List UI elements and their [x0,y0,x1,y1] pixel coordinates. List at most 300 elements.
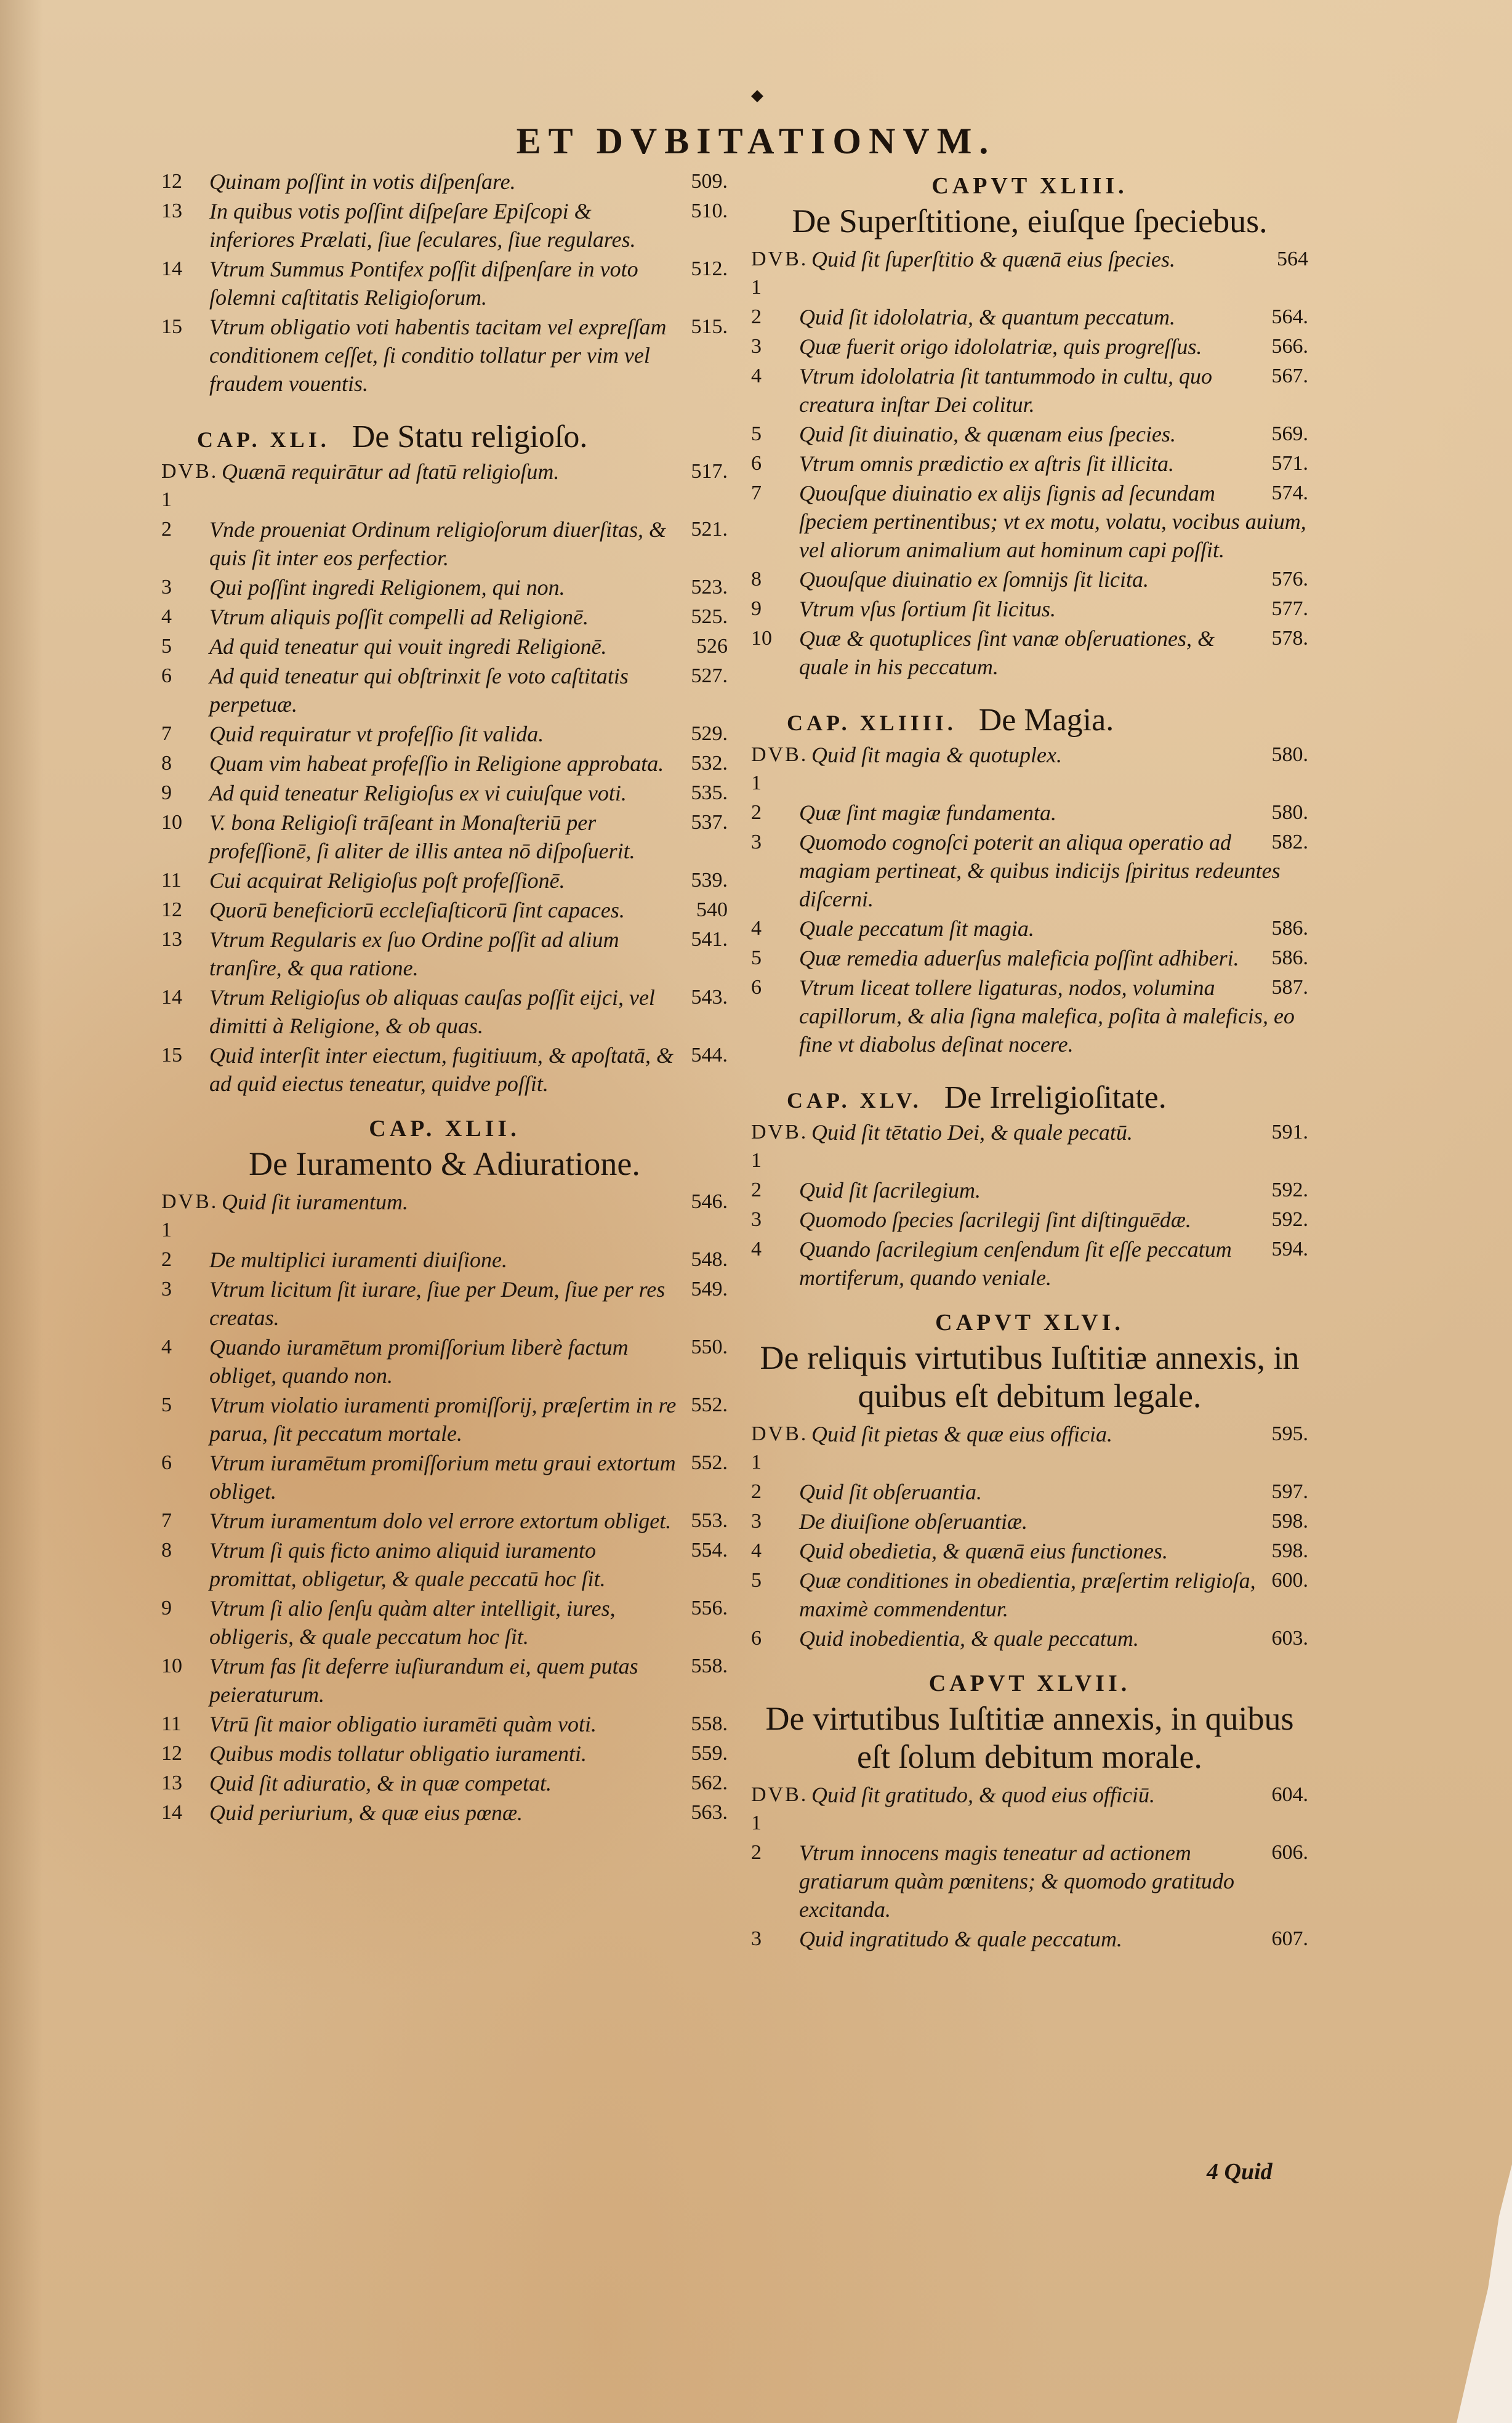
entry-body [811,1118,1308,1175]
toc-entry [161,603,728,631]
entry-number: 3 [161,576,172,599]
entry-text: Quouſque diuinatio ex ſomnijs ſit licita. [799,567,1149,592]
chapter-subject: De reliquis virtutibus Iuſtitiæ annexis, in quibus eſt debitum legale. [760,1339,1300,1414]
left-column [161,166,728,1828]
entry-body [209,1710,728,1738]
chapter-subject: De Irreligioſitate. [944,1080,1167,1115]
entry-body [209,313,728,398]
entry-text: V. bona Religioſi trāſeant in Monaſteriū per profeſſionē, ſi aliter de illis antea nō diſpoſuerit. [209,810,635,863]
entry-text: Vnde proueniat Ordinum religioſorum diuerſitas, & quis ſit inter eos perfectior. [209,517,666,570]
toc-entry [161,749,728,778]
toc-entry [751,741,1308,797]
toc-entry [751,1118,1308,1175]
entry-text: Quid obedietia, & quænā eius functiones. [799,1539,1168,1563]
entry-text: Quæ fuerit origo idololatriæ, quis progreſſus. [799,334,1202,359]
entry-number: DVB. 1 [161,460,219,511]
entry-number: 2 [751,1480,762,1503]
toc-entry [161,1449,728,1506]
entry-number: 4 [751,1539,762,1562]
page-reference: 523. [691,576,728,599]
entry-number: 6 [161,664,172,687]
toc-entry [751,1537,1308,1565]
entry-number: 5 [751,1569,762,1592]
page-reference: 571. [1271,452,1308,475]
page-reference: 546. [691,1190,728,1213]
page-reference: 580. [1271,743,1308,766]
entry-text: Quid inobedientia, & quale peccatum. [799,1626,1139,1651]
entry-body [799,1839,1308,1924]
page-reference: 598. [1271,1539,1308,1562]
entry-body [209,1536,728,1593]
entry-body [799,828,1308,913]
entry-number: 3 [751,1927,762,1950]
page-reference: 532. [691,752,728,775]
entry-text: Quid ſit tētatio Dei, & quale pecatū. [811,1120,1133,1145]
entry-number: 12 [161,170,182,193]
entry-number: 4 [751,365,762,387]
toc-entry [161,1333,728,1390]
page-reference: 569. [1271,422,1308,445]
entry-number: 2 [161,518,172,541]
running-header: ET DVBITATIONVM. [516,121,996,161]
page-reference: 606. [1271,1841,1308,1864]
entry-body [799,333,1308,361]
toc-entry [751,362,1308,419]
entry-text: Vtrū ſit maior obligatio iuramēti quàm voti. [209,1712,597,1736]
page-reference: 580. [1271,801,1308,824]
chapter-label: CAP. XLII. [369,1116,520,1142]
entry-body [799,1537,1308,1565]
chapter-heading [161,419,728,455]
entry-body [799,1624,1308,1653]
entry-text: Quæ remedia aduerſus maleficia poſſint adhiberi. [799,946,1239,970]
entry-text: Quid ſit magia & quotuplex. [811,743,1062,767]
toc-entry [161,1041,728,1098]
entry-text: Quale peccatum ſit magia. [799,916,1034,941]
entry-number: 10 [751,627,772,650]
entry-text: Ad quid teneatur qui obſtrinxit ſe voto caſtitatis perpetuæ. [209,664,629,717]
page-reference: 586. [1271,946,1308,969]
entry-body [209,255,728,312]
toc-entry [751,944,1308,972]
page-reference: 550. [691,1336,728,1358]
entry-number: 3 [751,1208,762,1231]
chapter-label: CAPVT XLIII. [931,173,1128,199]
toc-entry [161,1275,728,1332]
entry-number: 9 [751,597,762,620]
entry-body [811,741,1308,797]
page-reference: 552. [691,1451,728,1474]
entry-text: Vtrum ſi alio ſenſu quàm alter intelligit, iures, obligeris, & quale peccatum hoc ſit. [209,1596,616,1649]
entry-body [209,167,728,196]
entry-text: Vtrum liceat tollere ligaturas, nodos, volumina capillorum, & alia ſigna malefica, poſita à maleficis, eo fine vt diabolus deſinat nocere. [799,975,1295,1057]
page-reference: 559. [691,1742,728,1765]
toc-entry [751,1507,1308,1536]
entry-text: Vtrum Summus Pontifex poſſit diſpenſare in voto ſolemni caſtitatis Religioſorum. [209,257,638,310]
page-reference: 574. [1271,482,1308,504]
page-reference: 526 [696,635,728,658]
entry-number: 2 [751,801,762,824]
entry-body [799,624,1308,681]
chapter-list [161,1188,728,1827]
entry-number: 14 [161,1801,182,1824]
entry-number: DVB. 1 [751,248,808,299]
entry-text: Vtrum Religioſus ob aliquas cauſas poſſit eijci, vel dimitti à Religione, & ob quas. [209,985,655,1038]
entry-number: 8 [751,568,762,591]
toc-entry [751,595,1308,623]
entry-body [209,1449,728,1506]
entry-body [799,1507,1308,1536]
entry-number: 3 [751,831,762,853]
entry-text: Quomodo cognoſci poterit an aliqua operatio ad magiam pertineat, & quibus indicijs ſpiritus redeuntes diſcerni. [799,830,1281,911]
chapter-subject: De virtutibus Iuſtitiæ annexis, in quibus eſt ſolum debitum morale. [765,1700,1294,1775]
page-reference: 544. [691,1044,728,1066]
page-reference: 582. [1271,831,1308,853]
entry-text: Vtrum licitum ſit iurare, ſiue per Deum, ſiue per res creatas. [209,1277,666,1330]
chapter-label: CAP. XLI. [197,427,330,452]
torn-corner [1420,2164,1512,2423]
page-reference: 566. [1271,335,1308,358]
entry-number: 9 [161,1597,172,1619]
entry-number: 3 [161,1278,172,1300]
entry-number: DVB. 1 [751,1422,808,1474]
entry-body [209,1275,728,1332]
page-reference: 600. [1271,1569,1308,1592]
toc-entry [751,1925,1308,1953]
entry-number: 6 [751,976,762,999]
entry-body [799,479,1308,564]
entry-body [799,1176,1308,1204]
entry-body [209,1507,728,1535]
entry-body [799,450,1308,478]
entry-body [799,362,1308,419]
entry-body [799,1566,1308,1623]
page-reference: 607. [1271,1927,1308,1950]
entry-text: Quinam poſſint in votis diſpenſare. [209,169,516,194]
entry-body [209,515,728,572]
entry-number: 6 [751,1627,762,1650]
entry-number: 13 [161,928,182,951]
entry-text: Quid ſit idololatria, & quantum peccatum. [799,305,1175,329]
toc-entry [751,420,1308,448]
entry-number: 13 [161,1772,182,1794]
chapter-label: CAP. XLIIII. [787,711,957,735]
entry-number: 4 [751,1238,762,1260]
entry-body [209,896,728,924]
entry-body [209,779,728,807]
page-reference: 541. [691,928,728,951]
chapter-list [751,1420,1308,1653]
entry-number: 13 [161,200,182,222]
chapter-subject: De Statu religioſo. [352,419,588,454]
entry-number: 14 [161,257,182,280]
entry-number: DVB. 1 [751,743,808,794]
chapter-subject: De Iuramento & Adiuratione. [249,1145,640,1182]
toc-entry [161,866,728,895]
toc-entry [161,197,728,254]
entry-body [799,565,1308,594]
entry-text: Vtrum obligatio voti habentis tacitam vel expreſſam conditionem ceſſet, ſi conditio tollatur per vim vel fraudem vouentis. [209,315,667,396]
entry-text: Quæ conditiones in obedientia, præſertim religioſa, maximè commendentur. [799,1568,1256,1621]
entry-body [799,1206,1308,1234]
page-reference: 515. [691,315,728,338]
entry-body [209,1769,728,1797]
toc-entry [161,983,728,1040]
entry-body [209,1333,728,1390]
entry-text: Quæ ſint magiæ fundamenta. [799,800,1057,825]
entry-number: 8 [161,1539,172,1562]
entry-text: Quænā requirātur ad ſtatū religioſum. [222,459,560,484]
page-reference: 595. [1271,1422,1308,1445]
entry-text: Ad quid teneatur qui vouit ingredi Religionē. [209,634,607,659]
chapter-list [751,245,1308,681]
entry-text: Qui poſſint ingredi Religionem, qui non. [209,575,565,600]
page-reference: 549. [691,1278,728,1300]
entry-text: Quid ſit ſuperſtitio & quænā eius ſpecies. [811,247,1175,272]
page-reference: 525. [691,605,728,628]
entry-text: De multiplici iuramenti diuiſione. [209,1248,507,1272]
page-reference: 552. [691,1393,728,1416]
toc-entry [161,720,728,748]
entry-text: Vtrum iuramentum dolo vel errore extortum obliget. [209,1509,672,1533]
page-reference: 594. [1271,1238,1308,1260]
entry-body [799,595,1308,623]
entry-number: 6 [751,452,762,475]
entry-body [209,573,728,602]
entry-body [209,925,728,982]
toc-entry [161,1391,728,1448]
toc-entry [161,779,728,807]
entry-text: Vtrum Regularis ex ſuo Ordine poſſit ad alium tranſire, & qua ratione. [209,927,619,980]
toc-entry [161,313,728,398]
entry-body [799,799,1308,827]
entry-number: 7 [161,722,172,745]
entry-text: Quid ſit diuinatio, & quænam eius ſpecies. [799,422,1176,446]
chapter-list [751,1118,1308,1292]
toc-entry [751,450,1308,478]
entry-text: Quam vim habeat profeſſio in Religione approbata. [209,751,664,776]
entry-number: 4 [161,1336,172,1358]
entry-number: 5 [161,1393,172,1416]
entry-body [209,866,728,895]
toc-entry [751,1235,1308,1292]
toc-entry [161,1594,728,1651]
chapter-label: CAPVT XLVI. [935,1310,1124,1336]
entry-number: 3 [751,1510,762,1533]
page-shadow [0,0,43,2423]
chapter-subject: De Superſtitione, eiuſque ſpeciebus. [792,203,1268,240]
toc-entry [161,1769,728,1797]
entry-body [209,1799,728,1827]
entry-number: 5 [751,422,762,445]
entry-number: 4 [751,917,762,940]
page-reference: 564. [1271,305,1308,328]
entry-text: Vtrum iuramētum promiſſorium metu graui extortum obliget. [209,1451,676,1504]
entry-number: 14 [161,986,182,1009]
entry-body [209,983,728,1040]
entry-number: 3 [751,335,762,358]
toc-entry [751,1206,1308,1234]
entry-text: Quouſque diuinatio ex alijs ſignis ad ſecundam ſpeciem pertinentibus; vt ex motu, volatu, vocibus auium, vel aliorum animalium aut hominum capi poſſit. [799,481,1306,562]
entry-text: Cui acquirat Religioſus poſt profeſſionē. [209,868,565,893]
page-reference: 603. [1271,1627,1308,1650]
toc-entry [161,925,728,982]
toc-entry [751,1566,1308,1623]
chapter-heading [751,702,1308,738]
page-reference: 509. [691,170,728,193]
toc-entry [161,1536,728,1593]
page-reference: 548. [691,1248,728,1271]
toc-entry [161,1740,728,1768]
page-reference: 563. [691,1801,728,1824]
entry-number: 12 [161,898,182,921]
page-reference: 586. [1271,917,1308,940]
entry-body [799,1925,1308,1953]
toc-entry [751,1478,1308,1506]
entry-number: 2 [751,305,762,328]
entry-body [799,1235,1308,1292]
entry-text: Ad quid teneatur Religioſus ex vi cuiuſque voti. [209,781,627,805]
entry-text: Vtrum ſi quis ficto animo aliquid iuramento promittat, obligetur, & quale peccatū hoc ſit. [209,1538,606,1591]
page-reference: 592. [1271,1179,1308,1201]
page-reference: 529. [691,722,728,745]
entry-number: 10 [161,1655,182,1677]
entry-text: Quibus modis tollatur obligatio iuramenti. [209,1741,587,1766]
entry-text: Vtrum violatio iuramenti promiſſorij, præſertim in re parua, ſit peccatum mortale. [209,1393,677,1446]
toc-entry [751,1781,1308,1837]
entry-number: 6 [161,1451,172,1474]
chapter-list [751,1781,1308,1953]
page-reference: 562. [691,1772,728,1794]
entry-text: Vtrum innocens magis teneatur ad actionem gratiarum quàm pœnitens; & quomodo gratitudo excitanda. [799,1840,1235,1922]
catchword: 4 Quid [1207,2159,1273,2185]
entry-text: Quid ingratitudo & quale peccatum. [799,1927,1122,1951]
toc-entry [751,828,1308,913]
page-reference: 553. [691,1509,728,1532]
entry-body [209,632,728,661]
page-reference: 604. [1271,1783,1308,1806]
page-reference: 537. [691,811,728,834]
entry-number: 5 [751,946,762,969]
page-reference: 576. [1271,568,1308,591]
page-reference: 578. [1271,627,1308,650]
page-reference: 512. [691,257,728,280]
page-reference: 577. [1271,597,1308,620]
entry-body [799,944,1308,972]
toc-entry [751,479,1308,564]
page-reference: 535. [691,781,728,804]
entry-text: Quomodo ſpecies ſacrilegij ſint diſtinguēdæ. [799,1207,1191,1232]
chapter-list [161,458,728,1098]
entry-text: In quibus votis poſſint diſpeſare Epiſcopi & inferiores Prælati, ſiue ſeculares, ſiue regulares. [209,199,636,252]
entry-number: DVB. 1 [161,1190,219,1241]
page-reference: 527. [691,664,728,687]
entry-text: Vtrum vſus ſortium ſit licitus. [799,597,1056,621]
page-reference: 521. [691,518,728,541]
page-reference: 540 [696,898,728,921]
entry-number: 9 [161,781,172,804]
page-reference: 587. [1271,976,1308,999]
entry-body [799,420,1308,448]
chapter-label: CAP. XLV. [787,1088,922,1113]
toc-entry [161,573,728,602]
entry-number: 11 [161,869,182,892]
toc-entry [751,914,1308,943]
entry-body [811,245,1308,302]
page-reference: 543. [691,986,728,1009]
entry-body [209,808,728,865]
toc-entry [161,1652,728,1709]
page-reference: 564 [1277,248,1308,270]
entry-text: Quid ſit iuramentum. [222,1190,408,1214]
entry-number: 2 [161,1248,172,1271]
entry-number: 11 [161,1712,182,1735]
toc-entry [161,808,728,865]
page-reference: 567. [1271,365,1308,387]
entry-number: 7 [751,482,762,504]
entry-body [209,603,728,631]
entry-body [811,1781,1308,1837]
entry-text: Quæ & quotuplices ſint vanæ obſeruationes, & quale in his peccatum. [799,626,1215,679]
chapter-label: CAPVT XLVII. [928,1671,1131,1696]
ornament-mark: ◆ [751,86,763,104]
toc-entry [161,1188,728,1244]
toc-entry [751,1420,1308,1477]
entry-body [222,1188,728,1244]
toc-entry [161,1799,728,1827]
entry-body [799,303,1308,331]
entry-body [209,720,728,748]
entry-text: Vtrum idololatria ſit tantummodo in cultu, quo creatura inſtar Dei colitur. [799,364,1213,417]
entry-text: Quid requiratur vt profeſſio ſit valida. [209,722,544,746]
entry-number: 15 [161,315,182,338]
right-column [751,166,1308,1954]
page-reference: 591. [1271,1121,1308,1143]
page-reference: 556. [691,1597,728,1619]
toc-entry [161,1246,728,1274]
entry-body [811,1420,1308,1477]
entry-number: 10 [161,811,182,834]
entry-text: Quid ſit gratitudo, & quod eius officiū. [811,1783,1155,1807]
entry-number: 8 [161,752,172,775]
toc-entry [751,799,1308,827]
toc-entry [161,255,728,312]
entry-body [209,1594,728,1651]
entry-number: DVB. 1 [751,1783,808,1834]
entry-text: Quando ſacrilegium cenſendum ſit eſſe peccatum mortiferum, quando veniale. [799,1237,1232,1290]
continued-list [161,167,728,398]
entry-body [209,1041,728,1098]
entry-number: 5 [161,635,172,658]
entry-text: Quid ſit ſacrilegium. [799,1178,981,1203]
entry-text: Quid periurium, & quæ eius pœnæ. [209,1800,523,1825]
toc-entry [751,565,1308,594]
entry-number: 4 [161,605,172,628]
page-reference: 510. [691,200,728,222]
page-reference: 539. [691,869,728,892]
toc-entry [751,1624,1308,1653]
entry-body [209,662,728,719]
toc-entry [161,662,728,719]
toc-entry [751,624,1308,681]
entry-body [799,974,1308,1058]
toc-entry [161,167,728,196]
page-reference: 592. [1271,1208,1308,1231]
entry-number: DVB. 1 [751,1121,808,1172]
entry-text: Quid ſit pietas & quæ eius officia. [811,1422,1112,1446]
entry-text: Vtrum omnis prædictio ex aſtris ſit illicita. [799,451,1174,476]
entry-number: 7 [161,1509,172,1532]
